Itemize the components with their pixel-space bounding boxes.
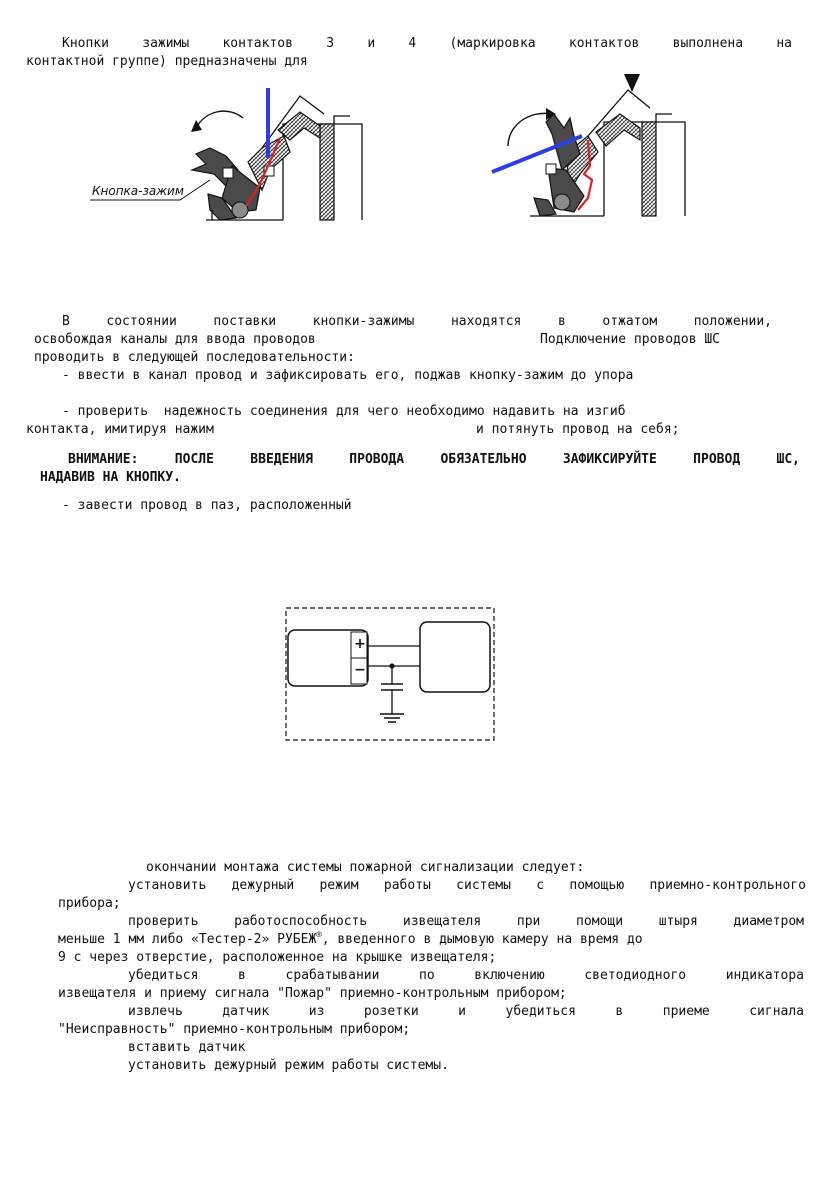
intro-line-2: контактной группе) предназначены для bbox=[26, 54, 308, 69]
delivery-step-1: - ввести в канал провод и зафиксировать его, поджав кнопку-зажим до упора bbox=[62, 368, 634, 383]
minus-terminal-label: − bbox=[354, 662, 366, 678]
final-item-2-text-b: , введенного в дымовую камеру на время до bbox=[321, 932, 643, 947]
final-item-2-line-1: проверить работоспособность извещателя при помощи штыря диаметром bbox=[128, 914, 804, 929]
delivery-line-2b: Подключение проводов ШС bbox=[540, 332, 721, 347]
delivery-step-2-line-2b: и потянуть провод на себя; bbox=[476, 422, 680, 437]
connection-schematic bbox=[0, 606, 840, 746]
delivery-line-3: проводить в следующей последовательности: bbox=[34, 350, 355, 365]
right-device-block bbox=[420, 622, 490, 692]
final-item-5: вставить датчик bbox=[128, 1040, 246, 1055]
plus-terminal-label: + bbox=[354, 636, 366, 652]
final-item-2-line-2 bbox=[58, 932, 643, 948]
press-direction-marker bbox=[624, 74, 640, 92]
final-item-4-line-2: "Неисправность" приемно-контрольным прибором; bbox=[58, 1022, 411, 1037]
final-item-4-line-1: извлечь датчик из розетки и убедиться в приеме сигнала bbox=[128, 1004, 804, 1019]
final-item-3-line-2: извещателя и приему сигнала "Пожар" приемно-контрольным прибором; bbox=[58, 986, 567, 1001]
final-item-2-line-3: 9 с через отверстие, расположенное на крышке извещателя; bbox=[58, 950, 497, 965]
ground-icon bbox=[380, 714, 404, 722]
clamp-button-label: Кнопка-зажим bbox=[92, 184, 184, 198]
groove-step: - завести провод в паз, расположенный bbox=[62, 498, 352, 513]
warning-line-2: НАДАВИВ НА КНОПКУ. bbox=[40, 470, 181, 485]
intro-line-1: Кнопки зажимы контактов 3 и 4 (маркировка контактов выполнена на bbox=[62, 36, 792, 51]
delivery-step-2-line-1: - проверить надежность соединения для чего необходимо надавить на изгиб bbox=[62, 404, 626, 419]
final-item-1-line-2: прибора; bbox=[58, 896, 121, 911]
clamp-released-drawing bbox=[90, 88, 362, 220]
final-item-1-line-1: установить дежурный режим работы системы с помощью приемно-контрольного bbox=[128, 878, 806, 893]
delivery-step-2-line-2a: контакта, имитируя нажим bbox=[26, 422, 214, 437]
final-item-6: установить дежурный режим работы системы. bbox=[128, 1058, 449, 1073]
final-item-3-line-1: убедиться в срабатывании по включению светодиодного индикатора bbox=[128, 968, 804, 983]
final-intro: окончании монтажа системы пожарной сигнализации следует: bbox=[146, 860, 585, 875]
clamp-pressed-drawing bbox=[492, 74, 685, 216]
warning-line-1: ВНИМАНИЕ: ПОСЛЕ ВВЕДЕНИЯ ПРОВОДА ОБЯЗАТЕЛЬНО ЗАФИКСИРУЙТЕ ПРОВОД ШС, bbox=[68, 452, 800, 467]
final-item-2-text-a: меньше 1 мм либо «Тестер-2» РУБЕЖ bbox=[58, 932, 317, 947]
registered-mark: ® bbox=[316, 930, 322, 941]
delivery-line-2a: освобождая каналы для ввода проводов bbox=[34, 332, 316, 347]
capacitor-symbol bbox=[381, 684, 403, 690]
delivery-line-1: В состоянии поставки кнопки-зажимы находятся в отжатом положении, bbox=[62, 314, 772, 329]
